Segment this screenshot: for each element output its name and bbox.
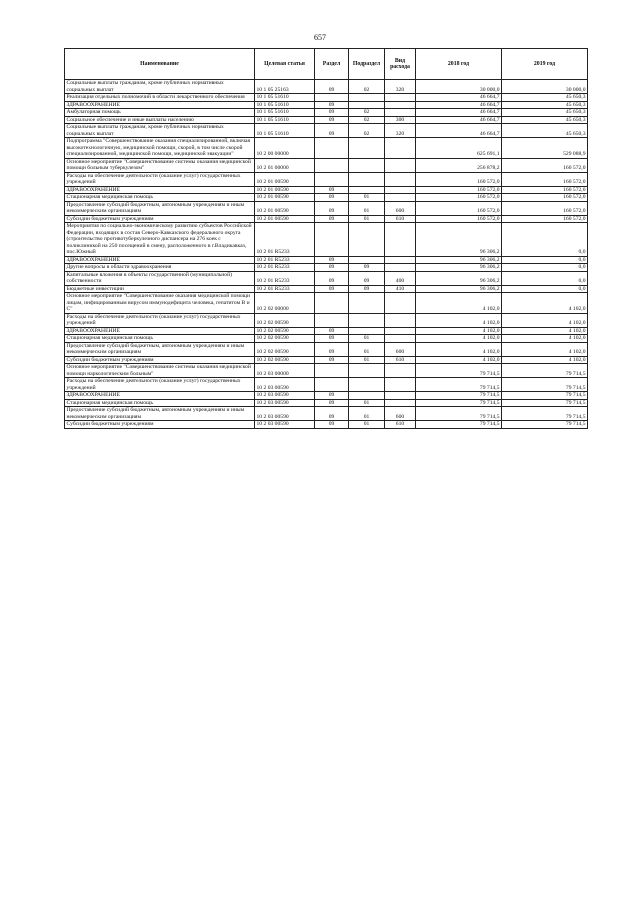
cell-year-2018: 96 306,2 (416, 223, 502, 257)
table-row (65, 342, 588, 356)
cell-expense-type (385, 223, 416, 257)
cell-target-article: 10 1 05 51610 (255, 109, 315, 117)
cell-section (315, 293, 349, 314)
cell-section: 09 (315, 407, 349, 421)
cell-year-2018: 46 664,7 (416, 109, 502, 117)
cell-year-2018: 46 664,7 (416, 116, 502, 124)
cell-subsection (349, 223, 385, 257)
cell-target-article: 10 2 01 R5233 (255, 271, 315, 285)
cell-target-article: 10 2 01 00590 (255, 215, 315, 223)
cell-expense-type: 320 (385, 80, 416, 94)
cell-year-2019: 45 650,3 (502, 94, 588, 102)
table-row (65, 335, 588, 343)
cell-year-2018: 625 691,1 (416, 138, 502, 159)
cell-year-2019: 79 714,5 (502, 407, 588, 421)
cell-expense-type (385, 293, 416, 314)
table-row (65, 138, 588, 159)
cell-subsection (349, 94, 385, 102)
budget-table (64, 48, 588, 429)
cell-expense-type (385, 158, 416, 172)
cell-year-2018: 96 306,2 (416, 271, 502, 285)
cell-subsection: 01 (349, 215, 385, 223)
cell-year-2018: 4 102,0 (416, 335, 502, 343)
cell-target-article: 10 2 01 R5233 (255, 256, 315, 264)
cell-target-article: 10 2 01 00000 (255, 158, 315, 172)
cell-expense-type: 600 (385, 342, 416, 356)
cell-section: 09 (315, 256, 349, 264)
cell-target-article: 10 2 02 00590 (255, 356, 315, 364)
cell-subsection (349, 293, 385, 314)
cell-section: 09 (315, 101, 349, 109)
table-row (65, 271, 588, 285)
table-row (65, 116, 588, 124)
table-row (65, 223, 588, 257)
table-row (65, 356, 588, 364)
cell-subsection (349, 313, 385, 327)
cell-name: ЗДРАВООХРАНЕНИЕ (65, 256, 255, 264)
table-row (65, 421, 588, 429)
cell-subsection: 01 (349, 194, 385, 202)
cell-expense-type: 400 (385, 271, 416, 285)
cell-name: Капитальные вложения в объекты государственной (муниципальной) собственности (65, 271, 255, 285)
cell-section: 09 (315, 264, 349, 272)
cell-year-2018: 79 714,5 (416, 364, 502, 378)
cell-name: Основное мероприятие "Совершенствование системы оказания медицинской помощи больным туберкулезом" (65, 158, 255, 172)
cell-year-2018: 4 102,0 (416, 313, 502, 327)
cell-section: 09 (315, 342, 349, 356)
cell-expense-type (385, 256, 416, 264)
page-number: 657 (314, 33, 326, 42)
cell-name: Основное мероприятие "Совершенствование системы оказания медицинской помощи наркологическим больным" (65, 364, 255, 378)
table-row (65, 264, 588, 272)
cell-name: Основное мероприятие "Совершенствование оказания медицинской помощи лицам, инфицированным вирусом иммунодефицита человека, гепатитом В и С" (65, 293, 255, 314)
table-row (65, 80, 588, 94)
cell-target-article: 10 2 03 00590 (255, 407, 315, 421)
cell-subsection: 01 (349, 421, 385, 429)
cell-year-2019: 160 572,0 (502, 215, 588, 223)
cell-year-2018: 79 714,5 (416, 399, 502, 407)
cell-year-2018: 4 102,0 (416, 342, 502, 356)
cell-subsection (349, 186, 385, 194)
cell-year-2019: 160 572,0 (502, 158, 588, 172)
cell-year-2019: 45 650,3 (502, 116, 588, 124)
cell-expense-type: 600 (385, 407, 416, 421)
cell-name: Подпрограмма "Совершенствование оказания специализированной, включая высокотехнологичную, медицинской помощи, скорой, в том числе скорой специализированной, медицинской помощи, медицинской эвакуации" (65, 138, 255, 159)
cell-year-2018: 79 714,5 (416, 421, 502, 429)
cell-expense-type (385, 172, 416, 186)
cell-year-2018: 79 714,5 (416, 378, 502, 392)
cell-expense-type: 600 (385, 201, 416, 215)
cell-year-2019: 45 650,3 (502, 109, 588, 117)
cell-name: Расходы на обеспечение деятельности (оказание услуг) государственных учреждений (65, 313, 255, 327)
cell-subsection: 02 (349, 116, 385, 124)
cell-name: Субсидии бюджетным учреждениям (65, 421, 255, 429)
cell-section: 09 (315, 421, 349, 429)
cell-year-2018: 4 102,0 (416, 293, 502, 314)
cell-section: 09 (315, 271, 349, 285)
cell-subsection (349, 138, 385, 159)
cell-year-2018: 46 664,7 (416, 124, 502, 138)
cell-name: ЗДРАВООХРАНЕНИЕ (65, 186, 255, 194)
table-row (65, 158, 588, 172)
cell-expense-type (385, 327, 416, 335)
cell-section: 09 (315, 285, 349, 293)
cell-subsection: 01 (349, 342, 385, 356)
cell-expense-type (385, 313, 416, 327)
cell-target-article: 10 2 01 R5233 (255, 264, 315, 272)
cell-year-2018: 79 714,5 (416, 407, 502, 421)
cell-subsection (349, 378, 385, 392)
cell-year-2019: 79 714,5 (502, 392, 588, 400)
cell-name: ЗДРАВООХРАНЕНИЕ (65, 392, 255, 400)
cell-section (315, 94, 349, 102)
cell-section (315, 364, 349, 378)
cell-target-article: 10 2 01 00590 (255, 194, 315, 202)
cell-expense-type (385, 335, 416, 343)
table-row (65, 256, 588, 264)
cell-year-2019: 0,0 (502, 285, 588, 293)
cell-expense-type: 610 (385, 421, 416, 429)
cell-subsection: 02 (349, 80, 385, 94)
cell-subsection: 01 (349, 399, 385, 407)
table-row (65, 285, 588, 293)
table-body (65, 80, 588, 429)
cell-section: 09 (315, 335, 349, 343)
cell-year-2018: 46 664,7 (416, 94, 502, 102)
cell-year-2019: 0,0 (502, 223, 588, 257)
cell-name: Предоставление субсидий бюджетным, автономным учреждениям и иным некоммерческим организациям (65, 407, 255, 421)
cell-name: Бюджетные инвестиции (65, 285, 255, 293)
table-row (65, 378, 588, 392)
cell-section: 09 (315, 327, 349, 335)
cell-name: Стационарная медицинская помощь (65, 399, 255, 407)
cell-year-2018: 160 572,0 (416, 215, 502, 223)
cell-expense-type (385, 264, 416, 272)
cell-year-2019: 4 102,0 (502, 356, 588, 364)
cell-target-article: 10 2 03 00590 (255, 378, 315, 392)
cell-year-2019: 160 572,0 (502, 201, 588, 215)
cell-name: Амбулаторная помощь (65, 109, 255, 117)
cell-year-2018: 160 572,0 (416, 172, 502, 186)
cell-target-article: 10 2 02 00590 (255, 313, 315, 327)
table-row (65, 124, 588, 138)
cell-year-2019: 79 714,5 (502, 378, 588, 392)
cell-year-2018: 96 306,2 (416, 264, 502, 272)
cell-section: 09 (315, 392, 349, 400)
cell-section (315, 223, 349, 257)
cell-section: 09 (315, 399, 349, 407)
table-row (65, 407, 588, 421)
cell-year-2019: 30 000,0 (502, 80, 588, 94)
cell-section: 09 (315, 124, 349, 138)
cell-year-2018: 46 664,7 (416, 101, 502, 109)
table-row (65, 186, 588, 194)
cell-year-2019: 529 088,9 (502, 138, 588, 159)
cell-target-article: 10 2 02 00590 (255, 327, 315, 335)
cell-target-article: 10 1 05 51610 (255, 101, 315, 109)
cell-expense-type (385, 364, 416, 378)
cell-subsection: 01 (349, 407, 385, 421)
cell-subsection: 01 (349, 356, 385, 364)
cell-subsection (349, 101, 385, 109)
table-row (65, 313, 588, 327)
cell-section: 09 (315, 186, 349, 194)
cell-section: 09 (315, 116, 349, 124)
cell-year-2019: 45 650,3 (502, 101, 588, 109)
cell-year-2018: 256 878,2 (416, 158, 502, 172)
cell-target-article: 10 2 01 00590 (255, 201, 315, 215)
cell-target-article: 10 1 05 51610 (255, 124, 315, 138)
table-header-row (65, 49, 588, 80)
cell-subsection: 01 (349, 335, 385, 343)
cell-expense-type (385, 194, 416, 202)
table-row (65, 293, 588, 314)
cell-year-2019: 4 102,0 (502, 335, 588, 343)
cell-target-article: 10 2 03 00590 (255, 399, 315, 407)
cell-name: ЗДРАВООХРАНЕНИЕ (65, 327, 255, 335)
cell-subsection: 09 (349, 285, 385, 293)
cell-year-2018: 79 714,5 (416, 392, 502, 400)
cell-target-article: 10 2 02 00590 (255, 342, 315, 356)
header-expense-type: Вид расхода (385, 49, 416, 80)
cell-year-2019: 0,0 (502, 256, 588, 264)
table-row (65, 327, 588, 335)
cell-section: 09 (315, 194, 349, 202)
table-row (65, 399, 588, 407)
cell-target-article: 10 2 01 R5233 (255, 285, 315, 293)
cell-subsection (349, 158, 385, 172)
cell-subsection (349, 256, 385, 264)
table-row (65, 94, 588, 102)
cell-subsection: 09 (349, 271, 385, 285)
cell-year-2018: 160 572,0 (416, 194, 502, 202)
cell-name: Другие вопросы в области здравоохранения (65, 264, 255, 272)
cell-expense-type: 610 (385, 356, 416, 364)
cell-subsection (349, 327, 385, 335)
cell-year-2019: 45 650,3 (502, 124, 588, 138)
cell-name: Мероприятия по социально-экономическому развитию субъектов Российской Федерации, входящих в состав Северо-Кавказского федерального округа (строительство противотуберкулезного диспансера на 276 коек с поликлиникой на 250 посещений в смену, расположенного в г.Владикавказ, пос.Южный (65, 223, 255, 257)
table-row (65, 201, 588, 215)
cell-year-2018: 4 102,0 (416, 327, 502, 335)
header-target-article: Целевая статья (255, 49, 315, 80)
cell-section: 09 (315, 109, 349, 117)
table-row (65, 364, 588, 378)
cell-name: Стационарная медицинская помощь (65, 194, 255, 202)
cell-year-2019: 4 102,0 (502, 342, 588, 356)
cell-name: Реализация отдельных полномочий в области лекарственного обеспечения (65, 94, 255, 102)
cell-expense-type: 410 (385, 285, 416, 293)
cell-target-article: 10 2 02 00590 (255, 335, 315, 343)
cell-name: ЗДРАВООХРАНЕНИЕ (65, 101, 255, 109)
cell-name: Субсидии бюджетным учреждениям (65, 215, 255, 223)
cell-year-2019: 79 714,5 (502, 399, 588, 407)
cell-subsection: 01 (349, 201, 385, 215)
table-row (65, 101, 588, 109)
cell-expense-type (385, 101, 416, 109)
cell-name: Социальные выплаты гражданам, кроме публичных нормативных социальных выплат (65, 80, 255, 94)
header-section: Раздел (315, 49, 349, 80)
cell-expense-type (385, 378, 416, 392)
header-name: Наименование (65, 49, 255, 80)
cell-section: 09 (315, 80, 349, 94)
cell-year-2019: 4 102,0 (502, 327, 588, 335)
cell-target-article: 10 1 05 51610 (255, 94, 315, 102)
cell-section: 09 (315, 356, 349, 364)
cell-expense-type (385, 94, 416, 102)
cell-section (315, 158, 349, 172)
cell-year-2018: 96 306,2 (416, 285, 502, 293)
cell-section (315, 138, 349, 159)
cell-subsection (349, 364, 385, 378)
cell-expense-type: 300 (385, 116, 416, 124)
cell-name: Расходы на обеспечение деятельности (оказание услуг) государственных учреждений (65, 378, 255, 392)
cell-name: Социальные выплаты гражданам, кроме публичных нормативных социальных выплат (65, 124, 255, 138)
cell-section (315, 378, 349, 392)
cell-expense-type: 320 (385, 124, 416, 138)
cell-year-2019: 4 102,0 (502, 313, 588, 327)
cell-subsection: 02 (349, 124, 385, 138)
cell-subsection: 02 (349, 109, 385, 117)
table-row (65, 109, 588, 117)
cell-year-2019: 79 714,5 (502, 364, 588, 378)
cell-name: Предоставление субсидий бюджетным, автономным учреждениям и иным некоммерческим организациям (65, 342, 255, 356)
cell-year-2018: 4 102,0 (416, 356, 502, 364)
cell-year-2018: 96 306,2 (416, 256, 502, 264)
cell-target-article: 10 2 01 00590 (255, 186, 315, 194)
cell-year-2019: 160 572,0 (502, 194, 588, 202)
cell-subsection (349, 172, 385, 186)
cell-section: 09 (315, 215, 349, 223)
cell-expense-type (385, 186, 416, 194)
cell-target-article: 10 2 03 00590 (255, 392, 315, 400)
cell-target-article: 10 2 01 R5233 (255, 223, 315, 257)
header-year-2018: 2018 год (416, 49, 502, 80)
cell-subsection: 09 (349, 264, 385, 272)
header-year-2019: 2019 год (502, 49, 588, 80)
cell-year-2019: 160 572,0 (502, 172, 588, 186)
cell-name: Социальное обеспечение и иные выплаты населению (65, 116, 255, 124)
cell-name: Стационарная медицинская помощь (65, 335, 255, 343)
cell-expense-type (385, 138, 416, 159)
cell-expense-type (385, 392, 416, 400)
cell-target-article: 10 2 03 00000 (255, 364, 315, 378)
cell-expense-type (385, 399, 416, 407)
cell-section: 09 (315, 201, 349, 215)
table-row (65, 215, 588, 223)
table-row (65, 392, 588, 400)
cell-target-article: 10 1 05 25163 (255, 80, 315, 94)
cell-target-article: 10 2 00 00000 (255, 138, 315, 159)
cell-year-2019: 160 572,0 (502, 186, 588, 194)
cell-expense-type (385, 109, 416, 117)
table-row (65, 194, 588, 202)
cell-target-article: 10 2 01 00590 (255, 172, 315, 186)
header-subsection: Подраздел (349, 49, 385, 80)
cell-expense-type: 610 (385, 215, 416, 223)
cell-target-article: 10 1 05 51610 (255, 116, 315, 124)
cell-target-article: 10 2 03 00590 (255, 421, 315, 429)
cell-name: Расходы на обеспечение деятельности (оказание услуг) государственных учреждений (65, 172, 255, 186)
cell-year-2019: 79 714,5 (502, 421, 588, 429)
cell-section (315, 172, 349, 186)
cell-year-2019: 0,0 (502, 271, 588, 285)
cell-year-2018: 160 572,0 (416, 186, 502, 194)
cell-section (315, 313, 349, 327)
cell-year-2018: 30 000,0 (416, 80, 502, 94)
cell-year-2019: 4 102,0 (502, 293, 588, 314)
table-row (65, 172, 588, 186)
cell-year-2018: 160 572,0 (416, 201, 502, 215)
cell-subsection (349, 392, 385, 400)
cell-name: Предоставление субсидий бюджетным, автономным учреждениям и иным некоммерческим организациям (65, 201, 255, 215)
cell-name: Субсидии бюджетным учреждениям (65, 356, 255, 364)
cell-year-2019: 0,0 (502, 264, 588, 272)
cell-target-article: 10 2 02 00000 (255, 293, 315, 314)
